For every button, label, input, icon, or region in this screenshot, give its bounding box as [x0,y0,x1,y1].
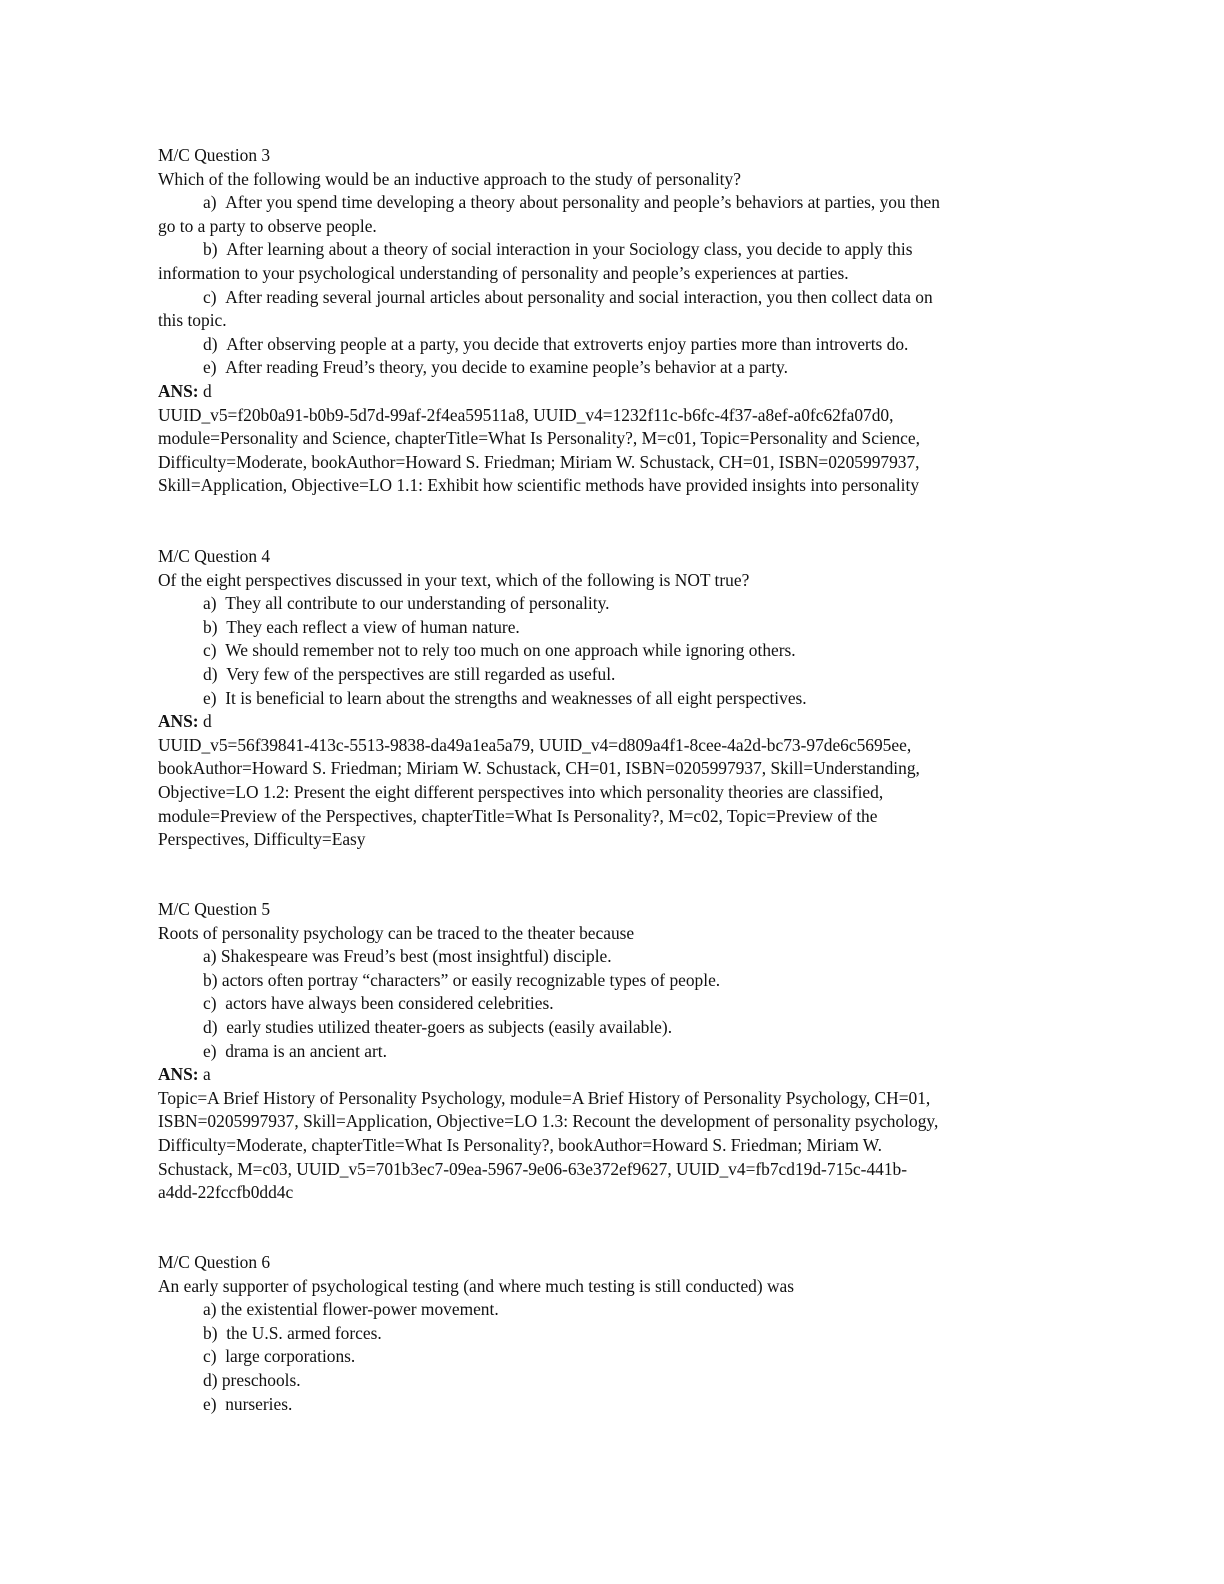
option-letter: c) [203,1346,217,1367]
metadata-line: UUID_v5=f20b0a91-b0b9-5d7d-99af-2f4ea59511a8, UUID_v4=1232f11c-b6fc-4f37-a8ef-a0fc62fa07d0, [158,404,894,425]
option-text: It is beneficial to learn about the strengths and weaknesses of all eight perspectives. [225,687,807,708]
option-text-cont: this topic. [158,310,227,331]
answer-option [158,969,1058,993]
option-letter: c) [203,286,217,307]
option-text: the U.S. armed forces. [226,1322,382,1343]
answer-line [158,1063,1058,1087]
answer-option [158,1345,1058,1369]
option-text: drama is an ancient art. [225,1040,387,1061]
question-block [158,1251,1058,1416]
question-title: M/C Question 5 [158,899,271,919]
metadata-line: Topic=A Brief History of Personality Psychology, module=A Brief History of Personality Psychology, CH=01, [158,1087,931,1108]
option-letter: b) [203,616,218,637]
answer-option [158,639,1058,663]
metadata-line: ISBN=0205997937, Skill=Application, Objective=LO 1.3: Recount the development of personality psychology, [158,1111,939,1132]
option-text: They each reflect a view of human nature. [226,616,520,637]
option-text-cont: go to a party to observe people. [158,215,377,236]
option-text: actors have always been considered celebrities. [225,993,554,1014]
question-block [158,545,1058,852]
answer-value: d [202,380,212,401]
option-letter: e) [203,357,217,378]
option-text: After reading Freud’s theory, you decide to examine people’s behavior at a party. [225,357,788,378]
metadata-line: Skill=Application, Objective=LO 1.1: Exhibit how scientific methods have provided insights into personality [158,475,920,496]
metadata-line: a4dd-22fccfb0dd4c [158,1182,294,1203]
answer-option [158,286,1058,333]
answer-option [158,191,1058,238]
answer-option [158,1040,1058,1064]
option-letter: d) [203,663,218,684]
option-text: After observing people at a party, you decide that extroverts enjoy parties more than introverts do. [226,333,909,354]
option-text: Very few of the perspectives are still regarded as useful. [226,663,616,684]
option-text-cont: information to your psychological understanding of personality and people’s experiences at parties. [158,262,849,283]
answer-line [158,380,1058,404]
option-letter: a) [203,946,217,967]
option-letter: c) [203,993,217,1014]
question-stem: An early supporter of psychological testing (and where much testing is still conducted) was [158,1275,795,1296]
option-letter: e) [203,1393,217,1414]
answer-option [158,992,1058,1016]
metadata-line: Perspectives, Difficulty=Easy [158,829,366,850]
option-letter: e) [203,1040,217,1061]
answer-option [158,238,1058,285]
metadata-line: UUID_v5=56f39841-413c-5513-9838-da49a1ea5a79, UUID_v4=d809a4f1-8cee-4a2d-bc73-97de6c5695ee, [158,734,912,755]
metadata-line: Difficulty=Moderate, chapterTitle=What Is Personality?, bookAuthor=Howard S. Friedman; Miriam W. [158,1134,882,1155]
answer-label: ANS: [158,711,199,732]
answer-value: d [202,711,212,732]
question-title: M/C Question 4 [158,546,271,566]
answer-option [158,1322,1058,1346]
answer-option [158,592,1058,616]
option-text: early studies utilized theater-goers as subjects (easily available). [226,1016,673,1037]
option-letter: a) [203,593,217,614]
metadata-line: bookAuthor=Howard S. Friedman; Miriam W. Schustack, CH=01, ISBN=0205997937, Skill=Understanding, [158,758,920,779]
question-block [158,144,1058,498]
metadata-line: module=Personality and Science, chapterTitle=What Is Personality?, M=c01, Topic=Personality and Science, [158,428,920,449]
option-letter: c) [203,640,217,661]
option-text: actors often portray “characters” or easily recognizable types of people. [221,969,721,990]
question-title: M/C Question 3 [158,145,271,165]
option-letter: d) [203,333,218,354]
answer-option [158,1393,1058,1417]
option-text: We should remember not to rely too much on one approach while ignoring others. [225,640,796,661]
option-letter: a) [203,1299,217,1320]
option-text: After you spend time developing a theory about personality and people’s behaviors at parties, you then [225,192,940,213]
question-stem: Of the eight perspectives discussed in your text, which of the following is NOT true? [158,569,750,590]
answer-line [158,710,1058,734]
question-title: M/C Question 6 [158,1252,271,1272]
metadata-line: Difficulty=Moderate, bookAuthor=Howard S. Friedman; Miriam W. Schustack, CH=01, ISBN=0205997937, [158,451,920,472]
option-text: preschools. [221,1369,301,1390]
answer-option [158,1298,1058,1322]
answer-option [158,663,1058,687]
answer-option [158,616,1058,640]
option-text: the existential flower-power movement. [220,1299,499,1320]
answer-option [158,356,1058,380]
option-letter: d) [203,1369,218,1390]
option-text: After reading several journal articles about personality and social interaction, you then collect data on [225,286,933,307]
option-letter: a) [203,192,217,213]
answer-label: ANS: [158,1064,199,1085]
answer-label: ANS: [158,380,199,401]
question-stem: Which of the following would be an inductive approach to the study of personality? [158,168,741,189]
answer-option [158,687,1058,711]
metadata-line: Objective=LO 1.2: Present the eight different perspectives into which personality theories are classified, [158,781,884,802]
question-stem: Roots of personality psychology can be traced to the theater because [158,922,635,943]
option-letter: e) [203,687,217,708]
option-letter: d) [203,1016,218,1037]
metadata-line: Schustack, M=c03, UUID_v5=701b3ec7-09ea-5967-9e06-63e372ef9627, UUID_v4=fb7cd19d-715c-441b- [158,1158,908,1179]
answer-option [158,333,1058,357]
answer-option [158,1369,1058,1393]
metadata-line: module=Preview of the Perspectives, chapterTitle=What Is Personality?, M=c02, Topic=Preview of the [158,805,878,826]
question-block [158,898,1058,1205]
answer-option [158,945,1058,969]
option-text: Shakespeare was Freud’s best (most insightful) disciple. [220,946,612,967]
option-text: large corporations. [225,1346,356,1367]
option-letter: b) [203,239,218,260]
option-text: nurseries. [225,1393,293,1414]
option-letter: b) [203,1322,218,1343]
answer-option [158,1016,1058,1040]
option-text: After learning about a theory of social interaction in your Sociology class, you decide to apply this [226,239,913,260]
option-text: They all contribute to our understanding of personality. [225,593,610,614]
option-letter: b) [203,969,218,990]
answer-value: a [202,1064,211,1085]
